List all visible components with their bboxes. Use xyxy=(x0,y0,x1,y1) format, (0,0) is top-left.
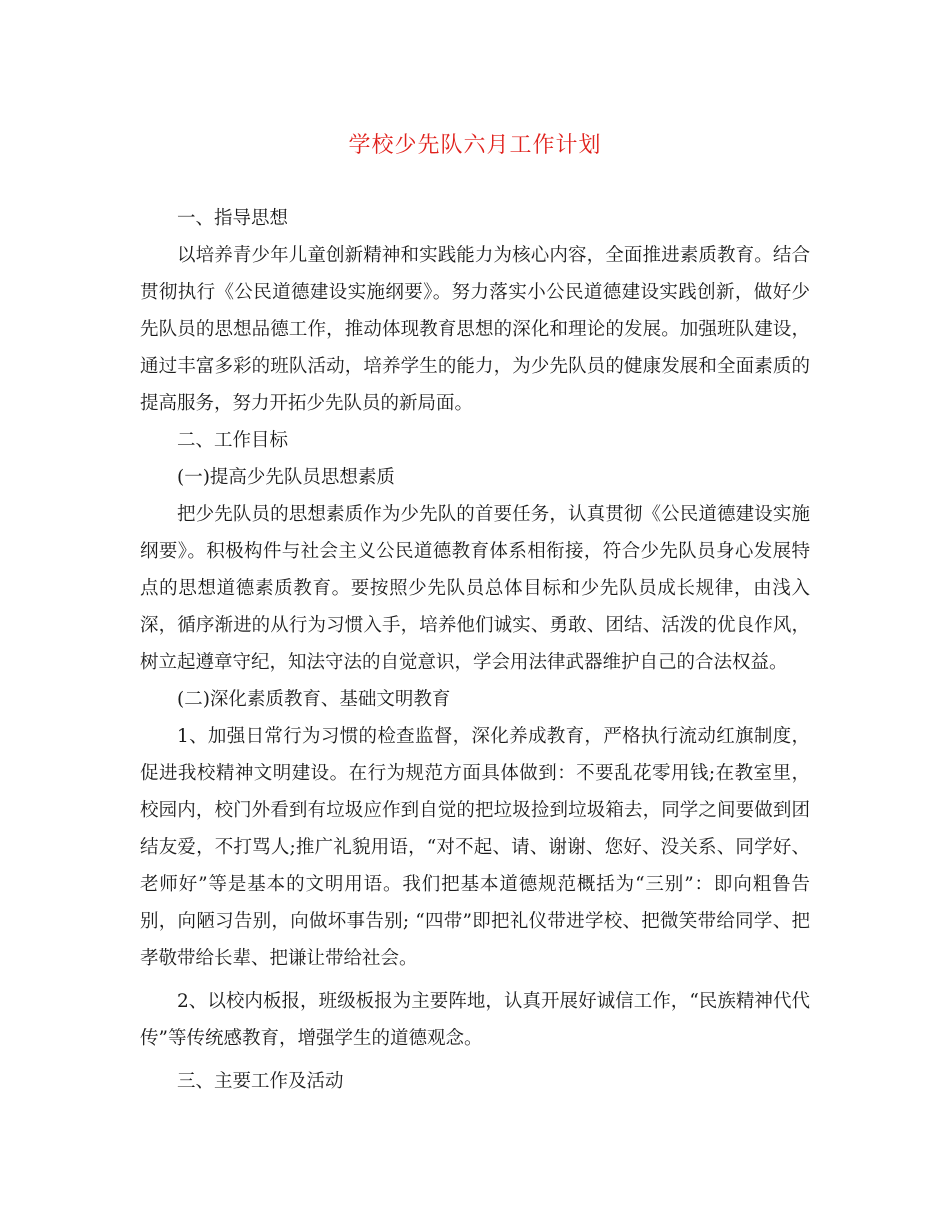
section-heading-main-work: 三、主要工作及活动 xyxy=(177,1071,344,1092)
paragraph-daily-behavior: 1、加强日常行为习惯的检查监督，深化养成教育，严格执行流动红旗制度，促进我校精神文明建设。在行为规范方面具体做到：不要乱花零用钱;在教室里，校园内，校门外看到有垃圾应作到自觉的把垃圾捡到垃圾箱去，同学之间要做到团结友爱，不打骂人;推广礼貌用语，“对不起、请、谢谢、您好、没关系、同学好、老师好”等是基本的文明用语。我们把基本道德规范概括为“三别”：即向粗鲁告别，向陋习告别，向做坏事告别; “四带”即把礼仪带进学校、把微笑带给同学、把孝敬带给长辈、把谦让带给社会。 xyxy=(140,726,810,969)
section-heading-work-goals: 二、工作目标 xyxy=(177,430,289,451)
subsection-heading-quality-education: (二)深化素质教育、基础文明教育 xyxy=(177,689,451,710)
paragraph-guiding-ideology: 以培养青少年儿童创新精神和实践能力为核心内容，全面推进素质教育。结合贯彻执行《公民道德建设实施纲要》。努力落实小公民道德建设实践创新，做好少先队员的思想品德工作，推动体现教育思想的深化和理论的发展。加强班队建设，通过丰富多彩的班队活动，培养学生的能力，为少先队员的健康发展和全面素质的提高服务，努力开拓少先队员的新局面。 xyxy=(140,245,810,414)
paragraph-ideological-quality: 把少先队员的思想素质作为少先队的首要任务，认真贯彻《公民道德建设实施纲要》。积极构件与社会主义公民道德教育体系相衔接，符合少先队员身心发展特点的思想道德素质教育。要按照少先队员总体目标和少先队员成长规律，由浅入深，循序渐进的从行为习惯入手，培养他们诚实、勇敢、团结、活泼的优良作风，树立起遵章守纪，知法守法的自觉意识，学会用法律武器维护自己的合法权益。 xyxy=(140,504,810,673)
subsection-heading-ideological-quality: (一)提高少先队员思想素质 xyxy=(177,467,395,488)
paragraph-blackboard: 2、以校内板报，班级板报为主要阵地，认真开展好诚信工作，“民族精神代代传”等传统感教育，增强学生的道德观念。 xyxy=(140,991,810,1049)
document-title: 学校少先队六月工作计划 xyxy=(348,133,602,158)
section-heading-guiding-ideology: 一、指导思想 xyxy=(177,208,289,229)
